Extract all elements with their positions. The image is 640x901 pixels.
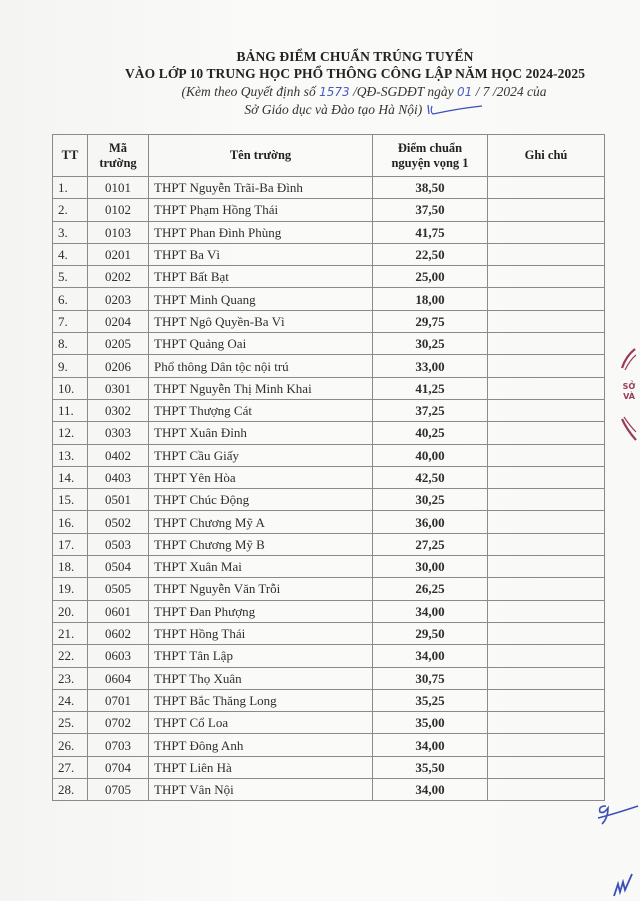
stamp-text-line1: SỞ <box>622 382 636 391</box>
table-row <box>53 533 605 555</box>
notes <box>488 734 605 756</box>
table-row <box>53 779 605 801</box>
header-notes: Ghi chú <box>488 135 605 177</box>
school-code: 0206 <box>88 355 149 377</box>
school-name: THPT Xuân Mai <box>149 556 373 578</box>
school-code: 0702 <box>88 712 149 734</box>
row-index: 19. <box>53 578 88 600</box>
notes <box>488 645 605 667</box>
table-row <box>53 355 605 377</box>
notes <box>488 199 605 221</box>
notes <box>488 712 605 734</box>
table-row <box>53 288 605 310</box>
notes <box>488 288 605 310</box>
school-code: 0701 <box>88 689 149 711</box>
table-row <box>53 511 605 533</box>
notes <box>488 377 605 399</box>
table-row <box>53 756 605 778</box>
table-row <box>53 489 605 511</box>
table-row <box>53 578 605 600</box>
document-title-line2: VÀO LỚP 10 TRUNG HỌC PHỔ THÔNG CÔNG LẬP NĂM HỌC 2024-2025 <box>124 66 586 81</box>
notes <box>488 556 605 578</box>
admission-score: 30,00 <box>373 556 488 578</box>
row-index: 5. <box>53 266 88 288</box>
school-name: THPT Liên Hà <box>149 756 373 778</box>
admission-scores-table <box>52 134 605 801</box>
school-code: 0202 <box>88 266 149 288</box>
school-code: 0204 <box>88 310 149 332</box>
notes <box>488 667 605 689</box>
notes <box>488 266 605 288</box>
school-name: THPT Minh Quang <box>149 288 373 310</box>
school-name: THPT Bất Bạt <box>149 266 373 288</box>
table-row <box>53 377 605 399</box>
official-stamp <box>618 346 640 446</box>
notes <box>488 689 605 711</box>
table-row <box>53 333 605 355</box>
row-index: 7. <box>53 310 88 332</box>
header-score <box>373 135 488 177</box>
row-index: 15. <box>53 489 88 511</box>
admission-score: 34,00 <box>373 600 488 622</box>
row-index: 21. <box>53 622 88 644</box>
notes <box>488 489 605 511</box>
row-index: 10. <box>53 377 88 399</box>
school-name: THPT Thọ Xuân <box>149 667 373 689</box>
notes <box>488 444 605 466</box>
admission-score: 29,50 <box>373 622 488 644</box>
header-score-line1: Điểm chuẩn <box>397 140 463 155</box>
row-index: 4. <box>53 243 88 265</box>
school-name: THPT Hồng Thái <box>149 622 373 644</box>
table-row <box>53 422 605 444</box>
row-index: 2. <box>53 199 88 221</box>
school-name: Phổ thông Dân tộc nội trú <box>149 355 373 377</box>
header-school-code-line1: Mã <box>108 140 128 155</box>
table-row <box>53 667 605 689</box>
school-code: 0203 <box>88 288 149 310</box>
table-row <box>53 243 605 265</box>
table-row <box>53 399 605 421</box>
school-code: 0301 <box>88 377 149 399</box>
school-code: 0503 <box>88 533 149 555</box>
school-name: THPT Phan Đình Phùng <box>149 221 373 243</box>
document-title-line1: BẢNG ĐIỂM CHUẨN TRÚNG TUYỂN <box>236 49 474 64</box>
school-name: THPT Chúc Động <box>149 489 373 511</box>
notes <box>488 399 605 421</box>
notes <box>488 533 605 555</box>
admission-score: 35,25 <box>373 689 488 711</box>
table-row <box>53 556 605 578</box>
notes <box>488 310 605 332</box>
school-code: 0403 <box>88 466 149 488</box>
school-code: 0704 <box>88 756 149 778</box>
notes <box>488 756 605 778</box>
school-code: 0302 <box>88 399 149 421</box>
notes <box>488 600 605 622</box>
initial-mark-icon <box>426 107 486 115</box>
admission-score: 22,50 <box>373 243 488 265</box>
row-index: 13. <box>53 444 88 466</box>
admission-score: 35,50 <box>373 756 488 778</box>
admission-score: 29,75 <box>373 310 488 332</box>
row-index: 27. <box>53 756 88 778</box>
notes <box>488 177 605 199</box>
school-name: THPT Thượng Cát <box>149 399 373 421</box>
school-code: 0102 <box>88 199 149 221</box>
signature-mark-icon <box>612 872 634 898</box>
notes <box>488 355 605 377</box>
row-index: 24. <box>53 689 88 711</box>
table-body <box>53 177 605 801</box>
stamp-arc-top-icon <box>620 346 638 372</box>
notes <box>488 779 605 801</box>
header-school-code <box>88 135 149 177</box>
row-index: 25. <box>53 712 88 734</box>
row-index: 22. <box>53 645 88 667</box>
school-code: 0602 <box>88 622 149 644</box>
school-code: 0205 <box>88 333 149 355</box>
header-tt: TT <box>53 135 88 177</box>
subtitle-mid: /QĐ-SGDĐT ngày <box>349 84 457 99</box>
school-name: THPT Ba Vì <box>149 243 373 265</box>
school-name: THPT Tân Lập <box>149 645 373 667</box>
school-code: 0604 <box>88 667 149 689</box>
header-school-code-line2: trường <box>99 155 137 170</box>
stamp-text-line2: VÀ <box>623 392 635 401</box>
admission-score: 38,50 <box>373 177 488 199</box>
school-name: THPT Nguyễn Thị Minh Khai <box>149 377 373 399</box>
row-index: 26. <box>53 734 88 756</box>
notes <box>488 622 605 644</box>
notes <box>488 511 605 533</box>
admission-score: 37,25 <box>373 399 488 421</box>
table-header-row <box>53 135 605 177</box>
school-name: THPT Nguyễn Trãi-Ba Đình <box>149 177 373 199</box>
admission-score: 33,00 <box>373 355 488 377</box>
admission-score: 26,25 <box>373 578 488 600</box>
table-row <box>53 734 605 756</box>
school-name: THPT Bắc Thăng Long <box>149 689 373 711</box>
row-index: 12. <box>53 422 88 444</box>
stamp-text <box>618 382 640 402</box>
table-row <box>53 444 605 466</box>
notes <box>488 422 605 444</box>
document-subtitle-line1 <box>0 84 640 100</box>
admission-score: 34,00 <box>373 779 488 801</box>
row-index: 18. <box>53 556 88 578</box>
school-code: 0501 <box>88 489 149 511</box>
header-score-line2: nguyện vọng 1 <box>391 155 469 170</box>
school-code: 0303 <box>88 422 149 444</box>
table-row <box>53 689 605 711</box>
table-row <box>53 310 605 332</box>
handwritten-decision-number: 1573 <box>319 85 350 99</box>
school-code: 0201 <box>88 243 149 265</box>
notes <box>488 578 605 600</box>
school-name: THPT Cổ Loa <box>149 712 373 734</box>
table-row <box>53 199 605 221</box>
notes <box>488 466 605 488</box>
school-name: THPT Ngô Quyền-Ba Vì <box>149 310 373 332</box>
row-index: 16. <box>53 511 88 533</box>
school-name: THPT Yên Hòa <box>149 466 373 488</box>
school-name: THPT Đan Phượng <box>149 600 373 622</box>
school-code: 0705 <box>88 779 149 801</box>
school-name: THPT Chương Mỹ B <box>149 533 373 555</box>
header-school-name: Tên trường <box>149 135 373 177</box>
admission-score: 35,00 <box>373 712 488 734</box>
row-index: 8. <box>53 333 88 355</box>
admission-score: 30,25 <box>373 333 488 355</box>
row-index: 28. <box>53 779 88 801</box>
subtitle-suffix: / 7 /2024 của <box>472 84 547 99</box>
school-code: 0703 <box>88 734 149 756</box>
signature-initial-icon <box>594 800 640 830</box>
admission-score: 27,25 <box>373 533 488 555</box>
table-row <box>53 266 605 288</box>
school-code: 0505 <box>88 578 149 600</box>
row-index: 6. <box>53 288 88 310</box>
table-row <box>53 645 605 667</box>
admission-score: 30,25 <box>373 489 488 511</box>
school-name: THPT Chương Mỹ A <box>149 511 373 533</box>
school-name: THPT Nguyễn Văn Trỗi <box>149 578 373 600</box>
admission-score: 30,75 <box>373 667 488 689</box>
admission-score: 42,50 <box>373 466 488 488</box>
school-name: THPT Vân Nội <box>149 779 373 801</box>
notes <box>488 243 605 265</box>
table-row <box>53 177 605 199</box>
school-code: 0101 <box>88 177 149 199</box>
school-code: 0103 <box>88 221 149 243</box>
row-index: 20. <box>53 600 88 622</box>
school-name: THPT Xuân Đỉnh <box>149 422 373 444</box>
admission-score: 40,25 <box>373 422 488 444</box>
admission-score: 34,00 <box>373 645 488 667</box>
notes <box>488 221 605 243</box>
admission-score: 34,00 <box>373 734 488 756</box>
handwritten-decision-day: 01 <box>457 85 473 99</box>
row-index: 23. <box>53 667 88 689</box>
row-index: 9. <box>53 355 88 377</box>
school-name: THPT Phạm Hồng Thái <box>149 199 373 221</box>
admission-score: 18,00 <box>373 288 488 310</box>
school-code: 0502 <box>88 511 149 533</box>
row-index: 14. <box>53 466 88 488</box>
admission-score: 40,00 <box>373 444 488 466</box>
document-subtitle-line2 <box>0 102 640 118</box>
admission-score: 41,75 <box>373 221 488 243</box>
row-index: 17. <box>53 533 88 555</box>
row-index: 1. <box>53 177 88 199</box>
row-index: 11. <box>53 399 88 421</box>
admission-score: 25,00 <box>373 266 488 288</box>
school-code: 0504 <box>88 556 149 578</box>
notes <box>488 333 605 355</box>
school-name: THPT Đông Anh <box>149 734 373 756</box>
admission-score: 41,25 <box>373 377 488 399</box>
stamp-arc-bottom-icon <box>620 416 638 444</box>
school-name: THPT Cầu Giấy <box>149 444 373 466</box>
school-name: THPT Quảng Oai <box>149 333 373 355</box>
school-code: 0603 <box>88 645 149 667</box>
subtitle-prefix: (Kèm theo Quyết định số <box>181 84 320 99</box>
row-index: 3. <box>53 221 88 243</box>
table-row <box>53 466 605 488</box>
table-row <box>53 221 605 243</box>
table-row <box>53 622 605 644</box>
table-row <box>53 712 605 734</box>
school-code: 0601 <box>88 600 149 622</box>
admission-score: 36,00 <box>373 511 488 533</box>
issuing-authority: Sở Giáo dục và Đào tạo Hà Nội) <box>244 102 423 117</box>
school-code: 0402 <box>88 444 149 466</box>
table-row <box>53 600 605 622</box>
admission-score: 37,50 <box>373 199 488 221</box>
